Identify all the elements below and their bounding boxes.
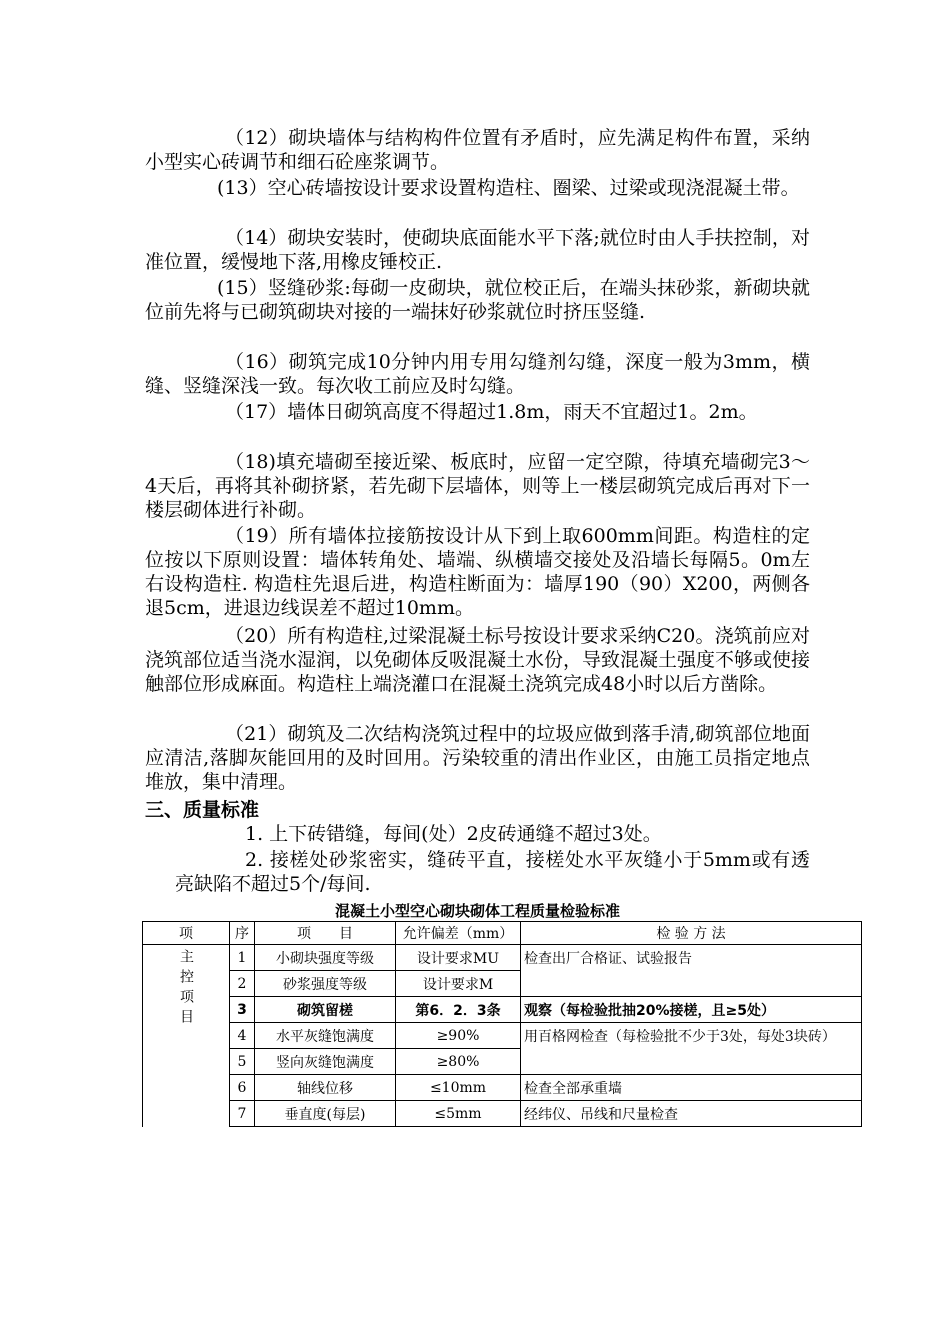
row-tolerance: 设计要求M <box>396 971 521 997</box>
row-tolerance: 设计要求MU <box>396 945 521 971</box>
table-row <box>143 997 862 1023</box>
paragraph-21: （21）砌筑及二次结构浇筑过程中的垃圾应做到落手清,砌筑部位地面应清洁,落脚灰能回用的及时回用。污染较重的清出作业区，由施工员指定地点堆放，集中清理。 <box>145 723 810 793</box>
row-method: 检查出厂合格证、试验报告 <box>521 945 862 997</box>
row-item: 砌筑留槎 <box>255 997 396 1023</box>
paragraph-17: （17）墙体日砌筑高度不得超过1.8m，雨天不宜超过1。2m。 <box>225 401 758 423</box>
paragraph-12: （12）砌块墙体与结构构件位置有矛盾时，应先满足构件布置，采纳小型实心砖调节和细石砼座浆调节。 <box>145 127 810 173</box>
paragraph-20: （20）所有构造柱,过梁混凝土标号按设计要求采纳C20。浇筑前应对浇筑部位适当浇水湿润，以免砌体反吸混凝土水份，导致混凝土强度不够或使接触部位形成麻面。构造柱上端浇灌口在混凝土浇筑完成48小时以后方凿除。 <box>145 625 811 695</box>
row-no: 5 <box>230 1049 255 1075</box>
row-item: 轴线位移 <box>255 1075 396 1101</box>
paragraph-18: （18)填充墙砌至接近梁、板底时，应留一定空隙，待填充墙砌完3～4天后，再将其补砌挤紧，若先砌下层墙体，则等上一楼层砌筑完成后再对下一楼层砌体进行补砌。 <box>145 451 810 521</box>
table-header-row <box>143 922 862 945</box>
row-method: 检查全部承重墙 <box>521 1075 862 1101</box>
header-xu: 序 <box>230 922 255 945</box>
row-tolerance: ≥90% <box>396 1023 521 1049</box>
row-no: 6 <box>230 1075 255 1101</box>
row-method: 用百格网检查（每检验批不少于3处，每处3块砖） <box>521 1023 862 1075</box>
row-tolerance: ≤5mm <box>396 1101 521 1127</box>
row-item: 垂直度(每层) <box>255 1101 396 1127</box>
row-item: 小砌块强度等级 <box>255 945 396 971</box>
group-label: 主控项目 <box>178 949 194 1029</box>
standard-item-2: 2. 接槎处砂浆密实，缝砖平直，接槎处水平灰缝小于5mm或有透亮缺陷不超过5个/每间. <box>175 849 810 895</box>
header-tolerance: 允许偏差（mm） <box>396 922 521 945</box>
table-row <box>143 1101 862 1127</box>
quality-inspection-table <box>142 921 862 1127</box>
table-row <box>143 945 862 971</box>
section-heading: 三、质量标准 <box>145 799 260 821</box>
header-item: 项 目 <box>255 922 396 945</box>
table-row <box>143 1075 862 1101</box>
row-method: 经纬仪、吊线和尺量检查 <box>521 1101 862 1127</box>
row-item: 竖向灰缝饱满度 <box>255 1049 396 1075</box>
paragraph-15: (15）竖缝砂浆:每砌一皮砌块，就位校正后，在端头抹砂浆，新砌块就位前先将与已砌筑砌块对接的一端抹好砂浆就位时挤压竖缝. <box>145 277 810 323</box>
header-xiang: 项 <box>143 922 230 945</box>
row-item: 砂浆强度等级 <box>255 971 396 997</box>
table-row <box>143 1023 862 1049</box>
group-label-cell <box>143 945 230 1127</box>
row-no: 7 <box>230 1101 255 1127</box>
standard-item-1: 1. 上下砖错缝，每间(处）2皮砖通缝不超过3处。 <box>245 823 662 845</box>
row-tolerance: ≤10mm <box>396 1075 521 1101</box>
row-no: 1 <box>230 945 255 971</box>
row-item: 水平灰缝饱满度 <box>255 1023 396 1049</box>
paragraph-13: (13）空心砖墙按设计要求设置构造柱、圈梁、过梁或现浇混凝土带。 <box>217 177 800 199</box>
row-no: 2 <box>230 971 255 997</box>
header-method: 检 验 方 法 <box>521 922 862 945</box>
paragraph-16: （16）砌筑完成10分钟内用专用勾缝剂勾缝，深度一般为3mm，横缝、竖缝深浅一致。每次收工前应及时勾缝。 <box>145 351 810 397</box>
row-method: 观察（每检验批抽20%接槎，且≥5处） <box>521 997 862 1023</box>
row-no: 3 <box>230 997 255 1023</box>
row-tolerance: ≥80% <box>396 1049 521 1075</box>
paragraph-19: （19）所有墙体拉接筋按设计从下到上取600mm间距。构造柱的定位按以下原则设置：墙体转角处、墙端、纵横墙交接处及沿墙长每隔5。0m左右设构造柱. 构造柱先退后进，构造柱断面为：墙厚190（90）X200，两侧各退5cm，进退边线误差不超过10mm。 <box>145 525 810 619</box>
paragraph-14: （14）砌块安装时，使砌块底面能水平下落;就位时由人手扶控制，对准位置，缓慢地下落,用橡皮锤校正. <box>145 227 810 273</box>
table-title: 混凝土小型空心砌块砌体工程质量检验标准 <box>334 902 620 920</box>
row-no: 4 <box>230 1023 255 1049</box>
row-tolerance: 第6．2．3条 <box>396 997 521 1023</box>
